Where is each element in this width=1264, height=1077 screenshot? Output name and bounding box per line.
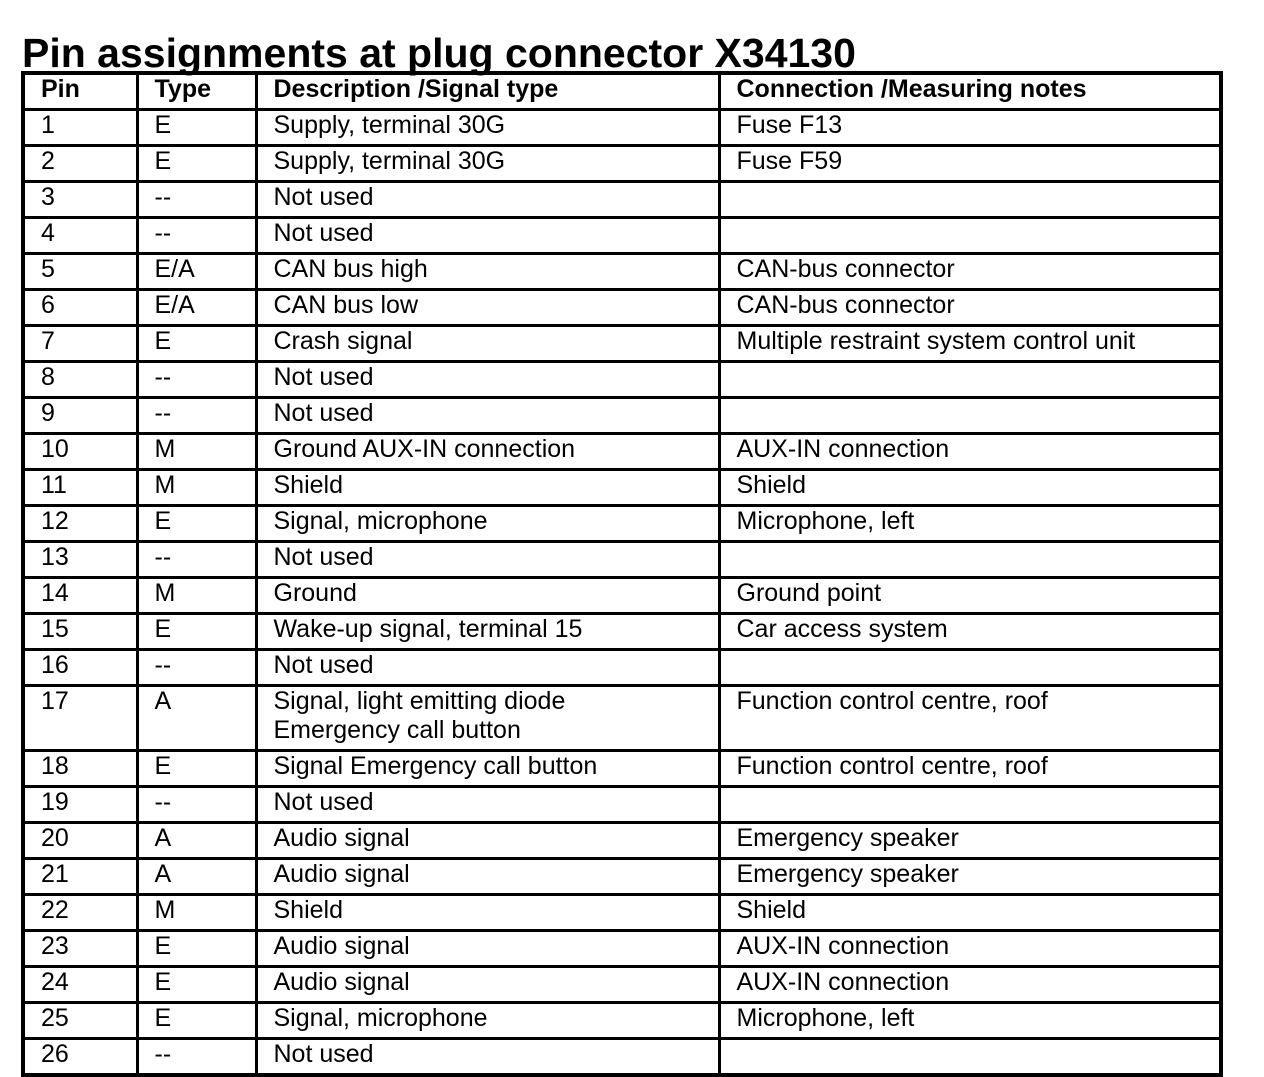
cell-description [256,751,719,787]
cell-pin: 18 [23,751,137,787]
cell-type: A [137,859,256,895]
table-row [23,434,1221,470]
cell-connection: Shield [719,470,1221,506]
cell-connection: Multiple restraint system control unit [719,326,1221,362]
cell-pin: 19 [23,787,137,823]
cell-description [256,146,719,182]
cell-description [256,506,719,542]
cell-description [256,362,719,398]
description-line: Signal, microphone [273,507,488,535]
table-row [23,787,1221,823]
cell-description [256,326,719,362]
description-line-2: Emergency call button [273,716,521,744]
cell-pin: 8 [23,362,137,398]
table-row [23,470,1221,506]
description-line: Crash signal [273,327,413,355]
description-line: Audio signal [273,824,410,852]
cell-connection: Car access system [719,614,1221,650]
table-row [23,1003,1221,1039]
cell-type: A [137,686,256,751]
cell-pin: 13 [23,542,137,578]
column-header-connection: Connection /Measuring notes [719,73,1221,110]
table-header [23,73,1221,110]
cell-description [256,470,719,506]
description-line: Not used [273,788,374,816]
cell-connection: AUX-IN connection [719,931,1221,967]
table-body [23,110,1221,1076]
description-line: Ground [273,579,357,607]
cell-pin: 17 [23,686,137,751]
table-row [23,614,1221,650]
cell-description [256,859,719,895]
description-line: Not used [273,219,374,247]
cell-type: -- [137,542,256,578]
description-line: Audio signal [273,860,410,888]
description-line: Signal, light emitting diode [273,687,566,715]
table-row [23,182,1221,218]
header-row [23,73,1221,110]
cell-pin: 2 [23,146,137,182]
cell-pin: 6 [23,290,137,326]
table-row [23,326,1221,362]
cell-description [256,895,719,931]
cell-description [256,110,719,146]
page-title: Pin assignments at plug connector X34130 [22,30,856,77]
cell-description [256,290,719,326]
table-row [23,686,1221,751]
cell-connection [719,650,1221,686]
cell-type: E [137,751,256,787]
cell-pin: 26 [23,1039,137,1076]
description-line: Ground AUX-IN connection [273,435,576,463]
cell-pin: 22 [23,895,137,931]
cell-connection: AUX-IN connection [719,434,1221,470]
cell-pin: 23 [23,931,137,967]
description-line: Signal Emergency call button [273,752,598,780]
table-row [23,823,1221,859]
column-header-description: Description /Signal type [256,73,719,110]
cell-type: E [137,614,256,650]
cell-connection [719,182,1221,218]
cell-connection: AUX-IN connection [719,967,1221,1003]
description-line: Wake-up signal, terminal 15 [273,615,583,643]
cell-type: E [137,931,256,967]
cell-type: -- [137,398,256,434]
cell-connection: CAN-bus connector [719,254,1221,290]
cell-pin: 4 [23,218,137,254]
cell-connection [719,542,1221,578]
cell-pin: 25 [23,1003,137,1039]
cell-connection: Microphone, left [719,506,1221,542]
pin-assignment-table [21,71,1223,1077]
cell-type: -- [137,182,256,218]
description-line: Not used [273,399,374,427]
description-line: Supply, terminal 30G [273,147,506,175]
cell-pin: 15 [23,614,137,650]
cell-description [256,967,719,1003]
cell-pin: 24 [23,967,137,1003]
cell-type: E/A [137,254,256,290]
table-row [23,751,1221,787]
cell-type: E/A [137,290,256,326]
table-row [23,146,1221,182]
cell-description [256,1039,719,1076]
cell-type: E [137,967,256,1003]
cell-description [256,218,719,254]
cell-connection: Function control centre, roof [719,751,1221,787]
cell-description [256,823,719,859]
description-line: Not used [273,1040,374,1068]
cell-type: A [137,823,256,859]
cell-connection [719,1039,1221,1076]
cell-description [256,182,719,218]
cell-pin: 12 [23,506,137,542]
cell-type: M [137,470,256,506]
cell-pin: 3 [23,182,137,218]
table-row [23,110,1221,146]
cell-type: E [137,146,256,182]
cell-connection [719,787,1221,823]
cell-type: -- [137,1039,256,1076]
description-line: Not used [273,543,374,571]
table-row [23,859,1221,895]
cell-type: -- [137,650,256,686]
table-row [23,218,1221,254]
table-row [23,398,1221,434]
table-row [23,931,1221,967]
cell-connection: Ground point [719,578,1221,614]
cell-connection: Emergency speaker [719,823,1221,859]
cell-pin: 21 [23,859,137,895]
cell-connection: Function control centre, roof [719,686,1221,751]
column-header-pin: Pin [23,73,137,110]
cell-description [256,578,719,614]
cell-connection [719,398,1221,434]
table-row [23,967,1221,1003]
column-header-type: Type [137,73,256,110]
cell-type: E [137,326,256,362]
description-line: Not used [273,183,374,211]
table-row [23,362,1221,398]
description-line: Shield [273,471,343,499]
cell-description [256,686,719,751]
cell-type: M [137,578,256,614]
description-line: Not used [273,363,374,391]
cell-description [256,434,719,470]
cell-connection: Shield [719,895,1221,931]
table-row [23,895,1221,931]
cell-type: -- [137,362,256,398]
cell-connection: CAN-bus connector [719,290,1221,326]
cell-pin: 1 [23,110,137,146]
cell-type: M [137,895,256,931]
cell-pin: 5 [23,254,137,290]
cell-type: -- [137,218,256,254]
cell-pin: 7 [23,326,137,362]
cell-type: M [137,434,256,470]
table-row [23,290,1221,326]
description-line: Shield [273,896,343,924]
table-row [23,254,1221,290]
cell-connection [719,218,1221,254]
cell-pin: 11 [23,470,137,506]
cell-connection: Fuse F13 [719,110,1221,146]
cell-connection [719,362,1221,398]
cell-description [256,398,719,434]
table-row [23,542,1221,578]
cell-description [256,1003,719,1039]
cell-pin: 20 [23,823,137,859]
cell-description [256,542,719,578]
cell-connection: Microphone, left [719,1003,1221,1039]
cell-description [256,614,719,650]
cell-connection: Emergency speaker [719,859,1221,895]
table-row [23,578,1221,614]
cell-pin: 14 [23,578,137,614]
cell-pin: 16 [23,650,137,686]
cell-type: E [137,1003,256,1039]
description-line: Audio signal [273,932,410,960]
table-row [23,650,1221,686]
cell-type: E [137,110,256,146]
description-line: Audio signal [273,968,410,996]
cell-description [256,650,719,686]
cell-pin: 9 [23,398,137,434]
table-row [23,1039,1221,1076]
cell-description [256,787,719,823]
cell-pin: 10 [23,434,137,470]
cell-description [256,931,719,967]
description-line: Signal, microphone [273,1004,488,1032]
description-line: Not used [273,651,374,679]
cell-description [256,254,719,290]
cell-type: E [137,506,256,542]
cell-type: -- [137,787,256,823]
description-line: CAN bus low [273,291,418,319]
description-line: Supply, terminal 30G [273,111,506,139]
table-row [23,506,1221,542]
cell-connection: Fuse F59 [719,146,1221,182]
description-line: CAN bus high [273,255,428,283]
